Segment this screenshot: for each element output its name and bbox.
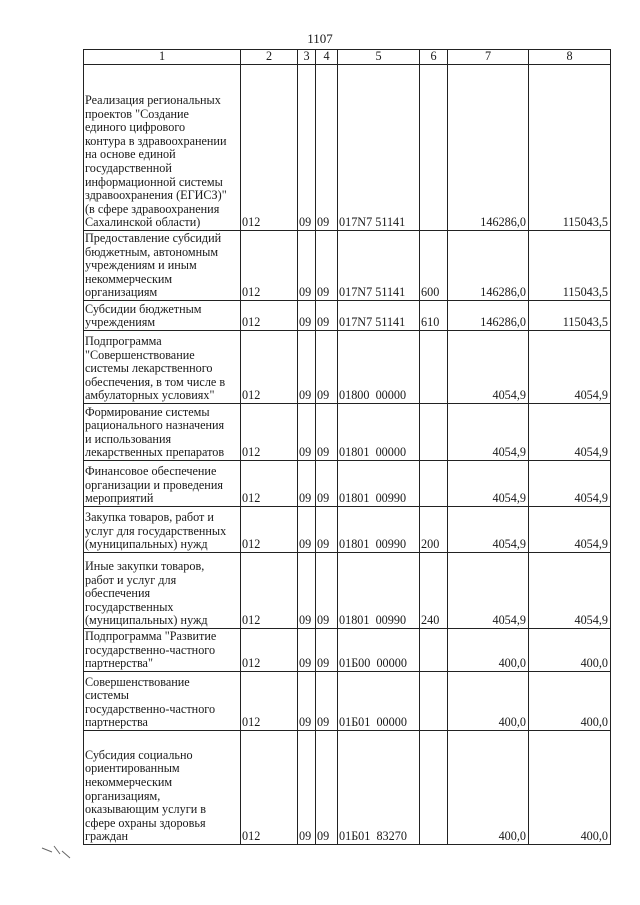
table-body: [84, 65, 611, 845]
chapter-code-cell: 012: [241, 731, 298, 845]
amount-col7-cell: 4054,9: [448, 404, 529, 461]
expense-type-cell: [420, 672, 448, 731]
section-code-cell: 09: [298, 629, 316, 672]
header-cell-5: 5: [338, 50, 420, 65]
section-code-cell: 09: [298, 507, 316, 553]
header-cell-1: 1: [84, 50, 241, 65]
amount-col7-cell: 400,0: [448, 672, 529, 731]
section-code-cell: 09: [298, 231, 316, 301]
amount-col7-cell: 146286,0: [448, 231, 529, 301]
row-name-cell: Финансовое обеспечение организации и проведения мероприятий: [84, 461, 241, 507]
chapter-code-cell: 012: [241, 629, 298, 672]
amount-col7-cell: 400,0: [448, 629, 529, 672]
expense-type-cell: 610: [420, 301, 448, 331]
target-article-cell: 01Б01 83270: [338, 731, 420, 845]
amount-col7-cell: 4054,9: [448, 553, 529, 629]
subsection-code-cell: 09: [316, 65, 338, 231]
chapter-code-cell: 012: [241, 301, 298, 331]
amount-col8-cell: 4054,9: [529, 507, 611, 553]
pen-scratch-mark: [40, 842, 80, 862]
amount-col8-cell: 400,0: [529, 629, 611, 672]
expense-type-cell: 200: [420, 507, 448, 553]
expense-type-cell: [420, 65, 448, 231]
expense-type-cell: [420, 461, 448, 507]
row-name-cell: Формирование системы рационального назначения и использования лекарственных препаратов: [84, 404, 241, 461]
section-code-cell: 09: [298, 553, 316, 629]
amount-col8-cell: 115043,5: [529, 231, 611, 301]
chapter-code-cell: 012: [241, 461, 298, 507]
expense-type-cell: [420, 404, 448, 461]
header-cell-4: 4: [316, 50, 338, 65]
chapter-code-cell: 012: [241, 231, 298, 301]
table-row: [84, 553, 611, 629]
expense-type-cell: [420, 629, 448, 672]
header-cell-2: 2: [241, 50, 298, 65]
row-name-cell: Закупка товаров, работ и услуг для государственных (муниципальных) нужд: [84, 507, 241, 553]
header-row: [84, 50, 611, 65]
row-name-cell: Иные закупки товаров, работ и услуг для обеспечения государственных (муниципальных) нужд: [84, 553, 241, 629]
table-row: [84, 404, 611, 461]
row-name-cell: Субсидия социально ориентированным некоммерческим организациям, оказывающим услуги в сфере охраны здоровья граждан: [84, 731, 241, 845]
amount-col7-cell: 146286,0: [448, 301, 529, 331]
amount-col7-cell: 4054,9: [448, 507, 529, 553]
amount-col8-cell: 400,0: [529, 731, 611, 845]
section-code-cell: 09: [298, 461, 316, 507]
chapter-code-cell: 012: [241, 404, 298, 461]
row-name-cell: Подпрограмма "Совершенствование системы лекарственного обеспечения, в том числе в амбулаторных условиях": [84, 331, 241, 404]
subsection-code-cell: 09: [316, 331, 338, 404]
subsection-code-cell: 09: [316, 629, 338, 672]
table-row: [84, 629, 611, 672]
row-name-cell: Совершенствование системы государственно-частного партнерства: [84, 672, 241, 731]
subsection-code-cell: 09: [316, 507, 338, 553]
section-code-cell: 09: [298, 65, 316, 231]
header-cell-7: 7: [448, 50, 529, 65]
subsection-code-cell: 09: [316, 553, 338, 629]
row-name-cell: Подпрограмма "Развитие государственно-частного партнерства": [84, 629, 241, 672]
row-name-cell: Субсидии бюджетным учреждениям: [84, 301, 241, 331]
table-row: [84, 301, 611, 331]
target-article-cell: 01Б00 00000: [338, 629, 420, 672]
expense-type-cell: 240: [420, 553, 448, 629]
amount-col8-cell: 4054,9: [529, 404, 611, 461]
amount-col8-cell: 115043,5: [529, 65, 611, 231]
target-article-cell: 01801 00990: [338, 507, 420, 553]
target-article-cell: 017N7 51141: [338, 65, 420, 231]
expense-type-cell: [420, 731, 448, 845]
chapter-code-cell: 012: [241, 331, 298, 404]
target-article-cell: 01801 00000: [338, 404, 420, 461]
chapter-code-cell: 012: [241, 553, 298, 629]
section-code-cell: 09: [298, 404, 316, 461]
table-row: [84, 65, 611, 231]
chapter-code-cell: 012: [241, 507, 298, 553]
table-row: [84, 731, 611, 845]
amount-col8-cell: 4054,9: [529, 553, 611, 629]
subsection-code-cell: 09: [316, 301, 338, 331]
chapter-code-cell: 012: [241, 672, 298, 731]
amount-col8-cell: 115043,5: [529, 301, 611, 331]
table-row: [84, 461, 611, 507]
amount-col8-cell: 4054,9: [529, 461, 611, 507]
target-article-cell: 01801 00990: [338, 461, 420, 507]
amount-col8-cell: 4054,9: [529, 331, 611, 404]
target-article-cell: 01Б01 00000: [338, 672, 420, 731]
amount-col7-cell: 4054,9: [448, 331, 529, 404]
subsection-code-cell: 09: [316, 672, 338, 731]
table-row: [84, 507, 611, 553]
subsection-code-cell: 09: [316, 231, 338, 301]
amount-col7-cell: 400,0: [448, 731, 529, 845]
target-article-cell: 017N7 51141: [338, 231, 420, 301]
expense-type-cell: 600: [420, 231, 448, 301]
target-article-cell: 01800 00000: [338, 331, 420, 404]
target-article-cell: 01801 00990: [338, 553, 420, 629]
row-name-cell: Реализация региональных проектов "Создание единого цифрового контура в здравоохранении на основе единой государственной информационной системы здравоохранения (ЕГИСЗ)" (в сфере здравоохранения Сахалинской области): [84, 65, 241, 231]
expense-type-cell: [420, 331, 448, 404]
table-row: [84, 331, 611, 404]
header-cell-8: 8: [529, 50, 611, 65]
header-cell-3: 3: [298, 50, 316, 65]
table-row: [84, 231, 611, 301]
budget-table: [83, 49, 611, 845]
amount-col7-cell: 146286,0: [448, 65, 529, 231]
chapter-code-cell: 012: [241, 65, 298, 231]
target-article-cell: 017N7 51141: [338, 301, 420, 331]
subsection-code-cell: 09: [316, 461, 338, 507]
section-code-cell: 09: [298, 301, 316, 331]
amount-col8-cell: 400,0: [529, 672, 611, 731]
page-number: 1107: [307, 31, 333, 46]
section-code-cell: 09: [298, 672, 316, 731]
header-cell-6: 6: [420, 50, 448, 65]
section-code-cell: 09: [298, 331, 316, 404]
section-code-cell: 09: [298, 731, 316, 845]
amount-col7-cell: 4054,9: [448, 461, 529, 507]
subsection-code-cell: 09: [316, 404, 338, 461]
subsection-code-cell: 09: [316, 731, 338, 845]
row-name-cell: Предоставление субсидий бюджетным, автономным учреждениям и иным некоммерческим организациям: [84, 231, 241, 301]
table-row: [84, 672, 611, 731]
